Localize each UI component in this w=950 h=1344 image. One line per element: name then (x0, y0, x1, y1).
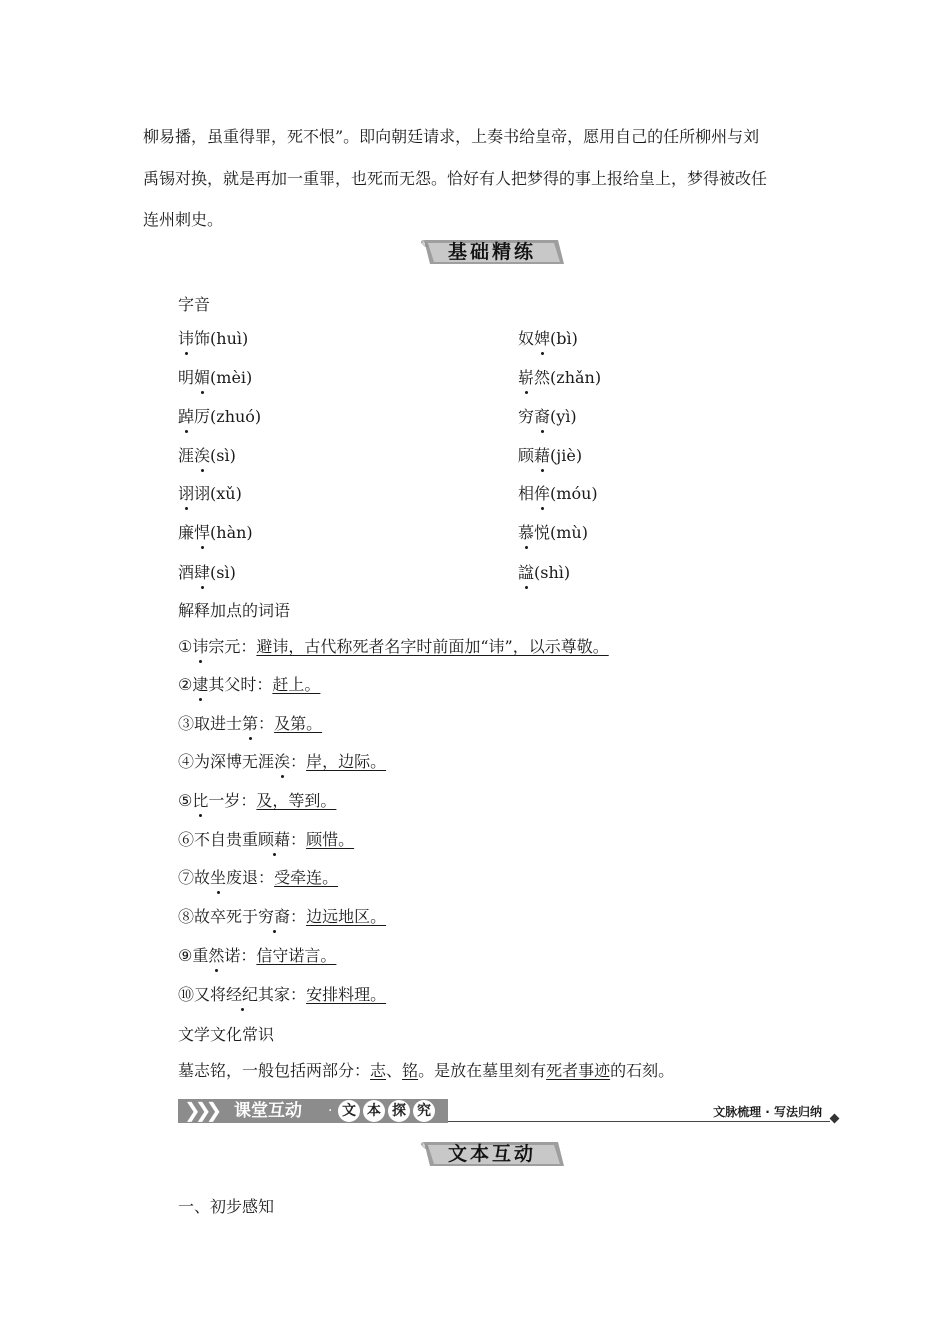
ziyin-rest: 悦(mù) (534, 523, 588, 542)
wenxue-answer-zhi: 志 (370, 1061, 387, 1080)
jieshi-phrase: 其父时： (208, 675, 273, 694)
jieshi-item (178, 984, 396, 1006)
jieshi-phrase: 宗元： (208, 637, 257, 656)
jieshi-dotted-word: 顾藉 (258, 830, 291, 849)
jieshi-answer: 赶上。 (272, 675, 321, 694)
ziyin-char: 顾 (518, 446, 535, 465)
jieshi-dotted-word: 第 (242, 714, 259, 733)
section-bar-dot: · (328, 1103, 333, 1119)
ziyin-char: 涯 (178, 446, 195, 465)
jieshi-number: ③ (178, 714, 195, 733)
ziyin-rest: (shì) (534, 563, 571, 582)
wenxue-answer-shiji: 死者事迹 (546, 1061, 611, 1080)
chubu-heading: 一、初步感知 (178, 1197, 275, 1216)
section-bar-circle-4: 究 (413, 1100, 435, 1122)
jieshi-item (178, 636, 619, 658)
jieshi-dotted-word: 涘 (274, 752, 291, 771)
jieshi-dotted-word: 穷裔 (258, 907, 291, 926)
ziyin-rest: (sì) (210, 446, 236, 465)
jieshi-dotted-word: 讳 (192, 637, 209, 656)
section-bar-circle-2: 本 (363, 1100, 385, 1122)
section-bar-ketang (178, 1096, 840, 1126)
jieshi-item (178, 674, 330, 696)
jieshi-number: ② (178, 675, 193, 694)
jieshi-phrase: ： (240, 946, 257, 965)
ziyin-char: 相 (518, 484, 535, 503)
ziyin-right-item (518, 562, 570, 584)
double-chevron-icon: ❯❯❯ (184, 1098, 217, 1122)
ziyin-dotted-char: 诩 (178, 484, 195, 503)
jieshi-number: ④ (178, 752, 195, 771)
jieshi-answer: 及，等到。 (256, 791, 337, 810)
section-bar-right-text: 文脉梳理 · 写法归纳 (713, 1105, 822, 1119)
ziyin-dotted-char: 藉 (534, 446, 551, 465)
ziyin-dotted-char: 婢 (534, 329, 551, 348)
jieshi-phrase: 为深博无涯 (194, 752, 275, 771)
banner-wenben (418, 1140, 566, 1170)
intro-line-1: 柳易播，虽重得罪，死不恨”。即向朝廷请求，上奏书给皇帝，愿用自己的任所柳州与刘 (143, 127, 760, 146)
ziyin-rest: (mèi) (210, 368, 253, 387)
jieshi-answer: 岸，边际。 (306, 752, 387, 771)
ziyin-left-item (178, 483, 242, 505)
ziyin-right-item (518, 367, 601, 389)
jieshi-item (178, 751, 396, 773)
section-bar-rule (448, 1121, 830, 1122)
jieshi-phrase: 又将 (194, 985, 227, 1004)
jieshi-heading: 解释加点的词语 (178, 601, 291, 620)
jieshi-phrase: 故卒死于 (194, 907, 259, 926)
ziyin-right-item (518, 406, 577, 428)
jieshi-number: ⑦ (178, 868, 195, 887)
jieshi-dotted-word: 坐 (210, 868, 227, 887)
wenxue-text (178, 1060, 674, 1082)
wenxue-text-part1: 墓志铭，一般包括两部分： (178, 1061, 371, 1080)
jieshi-dotted-word: 比 (192, 791, 209, 810)
ziyin-char: 廉 (178, 523, 195, 542)
ziyin-heading: 字音 (178, 295, 211, 314)
ziyin-left-item (178, 445, 236, 467)
ziyin-left-item (178, 367, 252, 389)
ziyin-dotted-char: 侔 (534, 484, 551, 503)
jieshi-number: ⑧ (178, 907, 195, 926)
jieshi-dotted-word: 重然诺 (192, 946, 241, 965)
ziyin-right-item (518, 445, 582, 467)
jieshi-phrase: 一岁： (208, 791, 257, 810)
jieshi-phrase: ： (290, 907, 307, 926)
jieshi-answer: 信守诺言。 (256, 946, 337, 965)
ziyin-char: 明 (178, 368, 195, 387)
jieshi-dotted-word: 逮 (192, 675, 209, 694)
intro-line-3: 连州刺史。 (143, 210, 224, 229)
ziyin-dotted-char: 讳 (178, 329, 195, 348)
ziyin-char: 穷 (518, 407, 535, 426)
banner-jichu (418, 238, 566, 268)
section-bar-title: 课堂互动 (234, 1101, 302, 1121)
jieshi-number: ⑩ (178, 985, 195, 1004)
jieshi-phrase: ： (290, 752, 307, 771)
sparkle-icon: ✎ (420, 238, 430, 251)
ziyin-rest: (bì) (550, 329, 578, 348)
ziyin-char: 奴 (518, 329, 535, 348)
wenxue-text-part2: 。是放在墓里刻有 (418, 1061, 547, 1080)
jieshi-phrase: 取进士 (194, 714, 243, 733)
banner-jichu-title: 基础精练 (447, 241, 536, 263)
ziyin-rest: 厉(zhuó) (194, 407, 262, 426)
ziyin-rest: 然(zhǎn) (534, 368, 602, 387)
jieshi-answer: 及第。 (274, 714, 323, 733)
jieshi-item (178, 867, 348, 889)
ziyin-left-item (178, 406, 261, 428)
ziyin-rest: (móu) (550, 484, 598, 503)
jieshi-number: ⑥ (178, 830, 195, 849)
ziyin-dotted-char: 肆 (194, 563, 211, 582)
intro-line-2: 禹锡对换，就是再加一重罪，也死而无怨。恰好有人把梦得的事上报给皇上，梦得被改任 (143, 169, 768, 188)
jieshi-dotted-word: 经纪 (226, 985, 259, 1004)
ziyin-left-item (178, 328, 248, 350)
jieshi-answer: 避讳，古代称死者名字时前面加“讳”，以示尊敬。 (256, 637, 609, 656)
jieshi-item (178, 945, 346, 967)
jieshi-item (178, 906, 396, 928)
jieshi-phrase: ： (258, 714, 275, 733)
jieshi-answer: 安排料理。 (306, 985, 387, 1004)
jieshi-phrase: ： (290, 830, 307, 849)
jieshi-item (178, 790, 346, 812)
ziyin-rest: 诩(xǔ) (194, 484, 242, 503)
jieshi-number: ⑤ (178, 791, 193, 810)
ziyin-dotted-char: 崭 (518, 368, 535, 387)
ziyin-rest: (hàn) (210, 523, 253, 542)
ziyin-dotted-char: 諡 (518, 563, 535, 582)
ziyin-rest: (yì) (550, 407, 577, 426)
ziyin-char: 酒 (178, 563, 195, 582)
ziyin-dotted-char: 悍 (194, 523, 211, 542)
ziyin-rest: (sì) (210, 563, 236, 582)
ziyin-dotted-char: 涘 (194, 446, 211, 465)
wenxue-heading: 文学文化常识 (178, 1025, 275, 1044)
section-bar-circle-3: 探 (388, 1100, 410, 1122)
jieshi-number: ① (178, 637, 193, 656)
ziyin-dotted-char: 慕 (518, 523, 535, 542)
ziyin-right-item (518, 483, 598, 505)
jieshi-number: ⑨ (178, 946, 193, 965)
jieshi-phrase: 故 (194, 868, 211, 887)
section-bar-circle-1: 文 (338, 1100, 360, 1122)
jieshi-phrase: 不自贵重 (194, 830, 259, 849)
ziyin-dotted-char: 踔 (178, 407, 195, 426)
ziyin-left-item (178, 562, 236, 584)
jieshi-phrase: 废退： (226, 868, 275, 887)
ziyin-rest: 饰(huì) (194, 329, 249, 348)
ziyin-dotted-char: 媚 (194, 368, 211, 387)
ziyin-right-item (518, 328, 578, 350)
ziyin-right-item (518, 522, 588, 544)
jieshi-answer: 受牵连。 (274, 868, 339, 887)
jieshi-item (178, 829, 364, 851)
wenxue-answer-ming: 铭 (402, 1061, 419, 1080)
jieshi-item (178, 713, 332, 735)
ziyin-rest: (jiè) (550, 446, 583, 465)
wenxue-text-part3: 的石刻。 (610, 1061, 675, 1080)
ziyin-left-item (178, 522, 253, 544)
sparkle-icon: ✎ (420, 1140, 430, 1153)
jieshi-answer: 边远地区。 (306, 907, 387, 926)
ziyin-dotted-char: 裔 (534, 407, 551, 426)
wenxue-sep: 、 (386, 1061, 403, 1080)
jieshi-phrase: 其家： (258, 985, 307, 1004)
diamond-icon (830, 1114, 840, 1124)
jieshi-answer: 顾惜。 (306, 830, 355, 849)
banner-wenben-title: 文本互动 (447, 1143, 536, 1165)
